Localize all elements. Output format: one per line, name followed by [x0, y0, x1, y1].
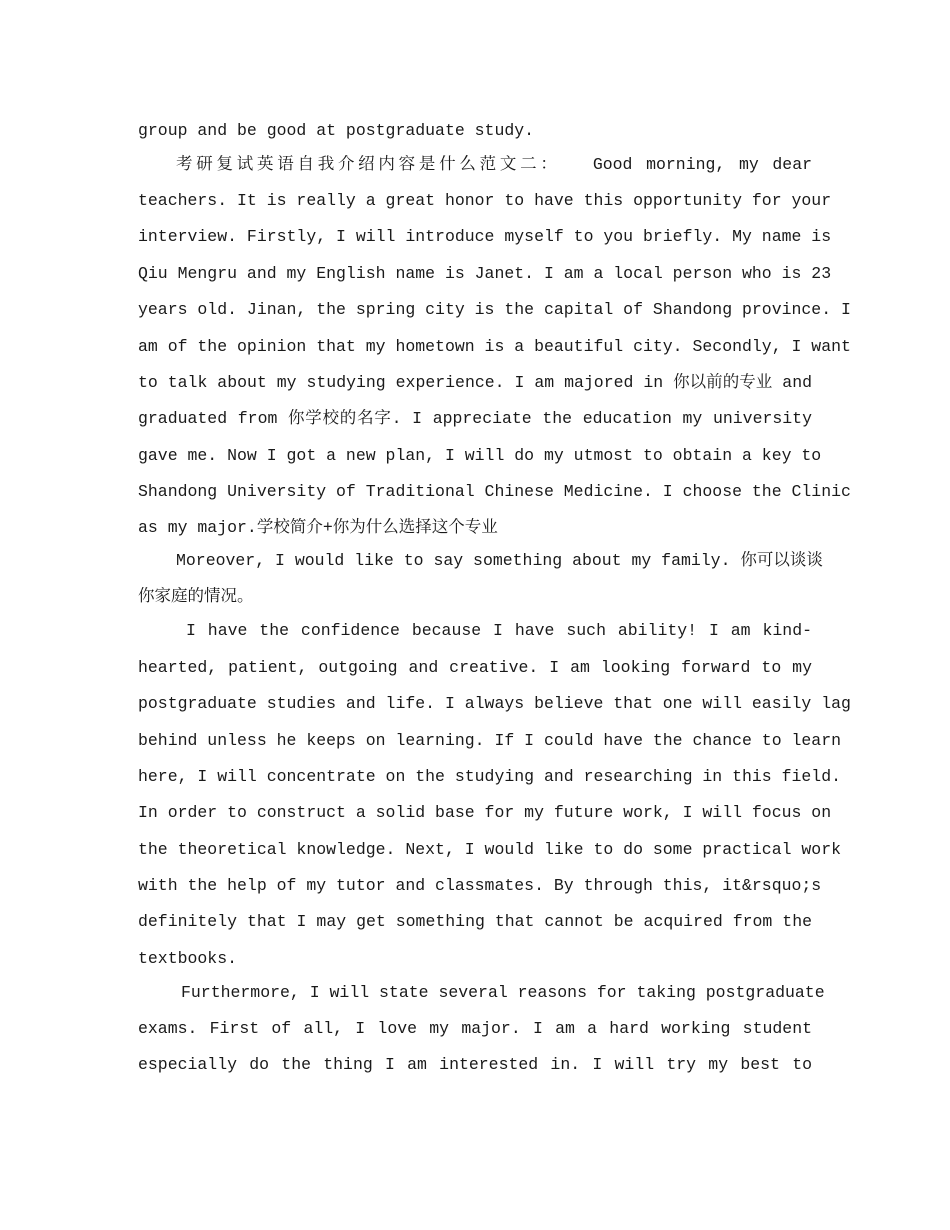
text-line: definitely that I may get something that cannot be acquired from the [138, 912, 812, 931]
text-line: years old. Jinan, the spring city is the capital of Shandong province. I [138, 300, 851, 319]
text-line: hearted, patient, outgoing and creative. I am looking forward to my [138, 658, 812, 677]
text-line: Qiu Mengru and my English name is Janet. I am a local person who is 23 [138, 264, 832, 283]
text-line: behind unless he keeps on learning. If I could have the chance to learn [138, 731, 842, 750]
text-line: gave me. Now I got a new plan, I will do my utmost to obtain a key to [138, 446, 822, 465]
text-line: the theoretical knowledge. Next, I would like to do some practical work [138, 840, 842, 859]
text-line: Shandong University of Traditional Chinese Medicine. I choose the Clinic [138, 482, 851, 501]
text-line: Moreover, I would like to say something about my family. 你可以谈谈 [176, 551, 823, 570]
text-line: 考研复试英语自我介绍内容是什么范文二： Good morning, my dear [176, 155, 812, 174]
text-line: am of the opinion that my hometown is a beautiful city. Secondly, I want [138, 337, 851, 356]
text-line: group and be good at postgraduate study. [138, 121, 535, 140]
text-line: I have the confidence because I have such ability! I am kind- [186, 621, 812, 640]
text-line: especially do the thing I am interested in. I will try my best to [138, 1055, 812, 1074]
text-line: with the help of my tutor and classmates. By through this, it&rsquo;s [138, 876, 822, 895]
text-line: Furthermore, I will state several reasons for taking postgraduate [181, 983, 825, 1002]
text-line: 你家庭的情况。 [138, 587, 254, 606]
text-line: textbooks. [138, 949, 238, 968]
text-line: exams. First of all, I love my major. I am a hard working student [138, 1019, 812, 1038]
text-line: graduated from 你学校的名字. I appreciate the education my university [138, 409, 812, 428]
text-line: as my major.学校简介+你为什么选择这个专业 [138, 518, 498, 537]
text-line: postgraduate studies and life. I always believe that one will easily lag [138, 694, 851, 713]
text-line: In order to construct a solid base for my future work, I will focus on [138, 803, 832, 822]
text-line: teachers. It is really a great honor to have this opportunity for your [138, 191, 832, 210]
text-line: here, I will concentrate on the studying and researching in this field. [138, 767, 842, 786]
text-line: to talk about my studying experience. I am majored in 你以前的专业 and [138, 373, 812, 392]
text-line: interview. Firstly, I will introduce myself to you briefly. My name is [138, 227, 832, 246]
